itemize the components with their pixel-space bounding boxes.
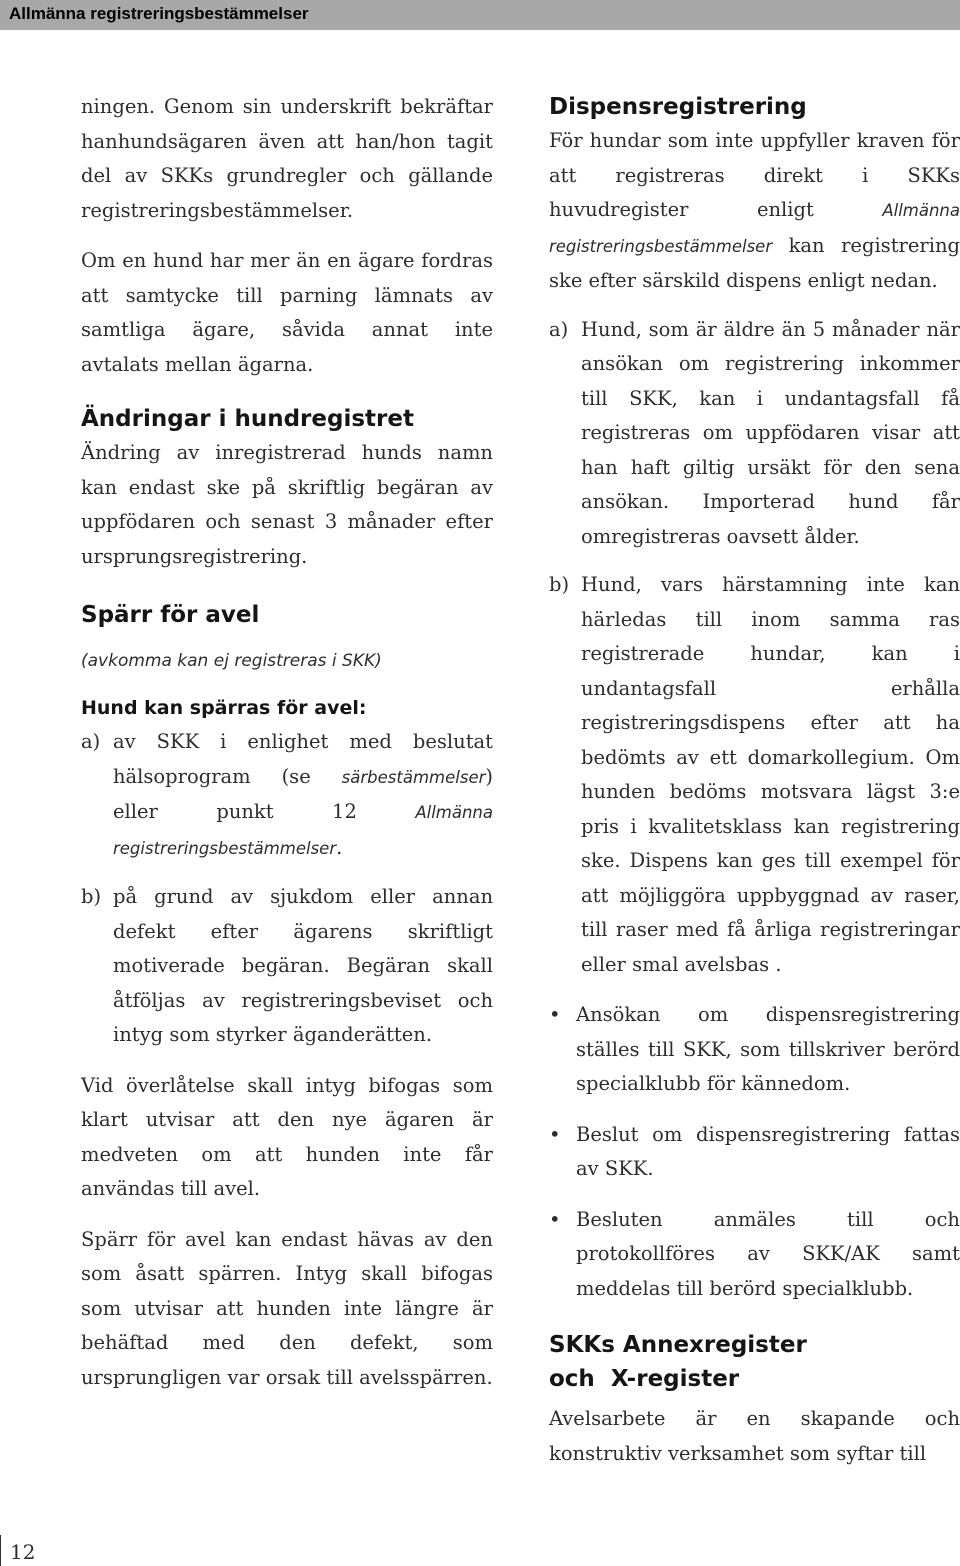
list-marker-dispens-b: b) — [549, 573, 570, 596]
bullet-item-besluten — [549, 1203, 960, 1307]
right-column — [549, 90, 960, 1471]
heading-hund-kan-sparras: Hund kan spärras för avel: — [81, 696, 367, 719]
heading-annexregister — [549, 1328, 960, 1396]
heading-dispensregistrering: Dispensregistrering — [549, 94, 807, 120]
list-marker-b: b) — [81, 885, 102, 908]
list-item-a — [81, 725, 493, 866]
bullet-text-beslut: Beslut om dispensregistrering fattas av SKK. — [576, 1122, 960, 1180]
bullet-text-besluten: Besluten anmäles till och protokollföres av SKK/AK samt meddelas till berörd specialklubb. — [576, 1207, 960, 1300]
heading-andringar: Ändringar i hundregistret — [81, 406, 414, 432]
paragraph-samtycke: Om en hund har mer än en ägare fordras att samtycke till parning lämnats av samtliga ägare, såvida annat inte avtalats mellan ägarna. — [81, 249, 493, 376]
annex-heading-line-2: och X-register — [549, 1366, 740, 1392]
paragraph-havas: Spärr för avel kan endast hävas av den som åsatt spärren. Intyg skall bifogas som utvisar att hunden inte längre är behäftad med den defekt, som ursprungligen var orsak till avelsspärren. — [81, 1227, 493, 1389]
paragraph-underskrift: ningen. Genom sin underskrift bekräftar hanhundsägaren även att han/hon tagit del av SKKs grundregler och gällande registreringsbestämmelser. — [81, 95, 493, 222]
paragraph-avelsarbete: Avelsarbete är en skapande och konstruktiv verksamhet som syftar till — [549, 1407, 960, 1465]
dispens-item-b-text: Hund, vars härstamning inte kan härledas till inom samma ras registrerade hundar, kan i undantagsfall erhålla registreringsdispens efter att ha bedömts av ett domarkollegium. Om hunden bedöms motsvara lägst 3:e pris i kvalitetsklass kan registrering ske. Dispens kan ges till exempel för att möjliggöra uppbyggnad av raser, till raser med få årliga registreringar eller smal avelsbas . — [581, 573, 960, 976]
list-item-dispens-b — [549, 568, 960, 982]
heading-sparr-for-avel: Spärr för avel — [81, 602, 260, 628]
item-b-text: på grund av sjukdom eller annan defekt efter ägarens skriftligt motiverade begäran. Begäran skall åtföljas av registreringsbeviset och intyg som styrker äganderätten. — [113, 885, 493, 1046]
subheading-avkomma: (avkomma kan ej registreras i SKK) — [81, 651, 382, 671]
dispens-text-2: kan registrering ske efter särskild dispens enligt nedan. — [549, 233, 960, 292]
bullet-icon: • — [549, 1207, 561, 1231]
footer-divider — [0, 1535, 1, 1566]
page-number: 12 — [10, 1540, 36, 1564]
dispens-text-1: För hundar som inte uppfyller kraven för att registreras direkt i SKKs huvudregister enligt — [549, 129, 960, 221]
item-a-text-1: av SKK i enlighet med beslutat hälsoprogram (se — [113, 730, 493, 788]
list-item-b — [81, 880, 493, 1053]
list-marker-dispens-a: a) — [549, 317, 569, 341]
paragraph-andringar: Ändring av inregistrerad hunds namn kan endast ske på skriftlig begäran av uppfödaren och senast 3 månader efter ursprungsregistrering. — [81, 441, 493, 568]
dispens-italic: Allmänna registreringsbestämmelser — [549, 201, 960, 256]
list-item-dispens-a — [549, 313, 960, 555]
bullet-text-ansokan: Ansökan om dispensregistrering ställes till SKK, som tillskriver berörd specialklubb för kännedom. — [576, 1003, 960, 1095]
paragraph-overlatelse: Vid överlåtelse skall intyg bifogas som klart utvisar att den nye ägaren är medveten om att hunden inte får användas till avel. — [81, 1073, 493, 1200]
item-a-italic-1: särbestämmelser — [341, 767, 486, 787]
item-a-text-2: ) eller punkt 12 — [113, 764, 493, 823]
item-a-italic-2: Allmänna registreringsbestämmelser — [113, 803, 493, 858]
header-title: Allmänna registreringsbestämmelser — [9, 4, 309, 23]
bullet-icon: • — [549, 1003, 561, 1026]
bullet-item-ansokan — [549, 998, 960, 1102]
dispens-item-a-text: Hund, som är äldre än 5 månader när ansökan om registrering inkommer till SKK, kan i undantagsfall få registreras om uppfödaren visar att han haft giltig ursäkt för den sena ansökan. Importerad hund får omregistreras oavsett ålder. — [581, 317, 960, 548]
bullet-icon: • — [549, 1122, 561, 1146]
left-column — [81, 90, 493, 1395]
bullet-item-beslut — [549, 1118, 960, 1187]
header-bar — [0, 0, 960, 30]
list-marker-a: a) — [81, 730, 101, 753]
paragraph-dispens — [549, 124, 960, 299]
item-a-text-3: . — [336, 835, 343, 859]
annex-heading-line-1: SKKs Annexregister — [549, 1332, 807, 1358]
